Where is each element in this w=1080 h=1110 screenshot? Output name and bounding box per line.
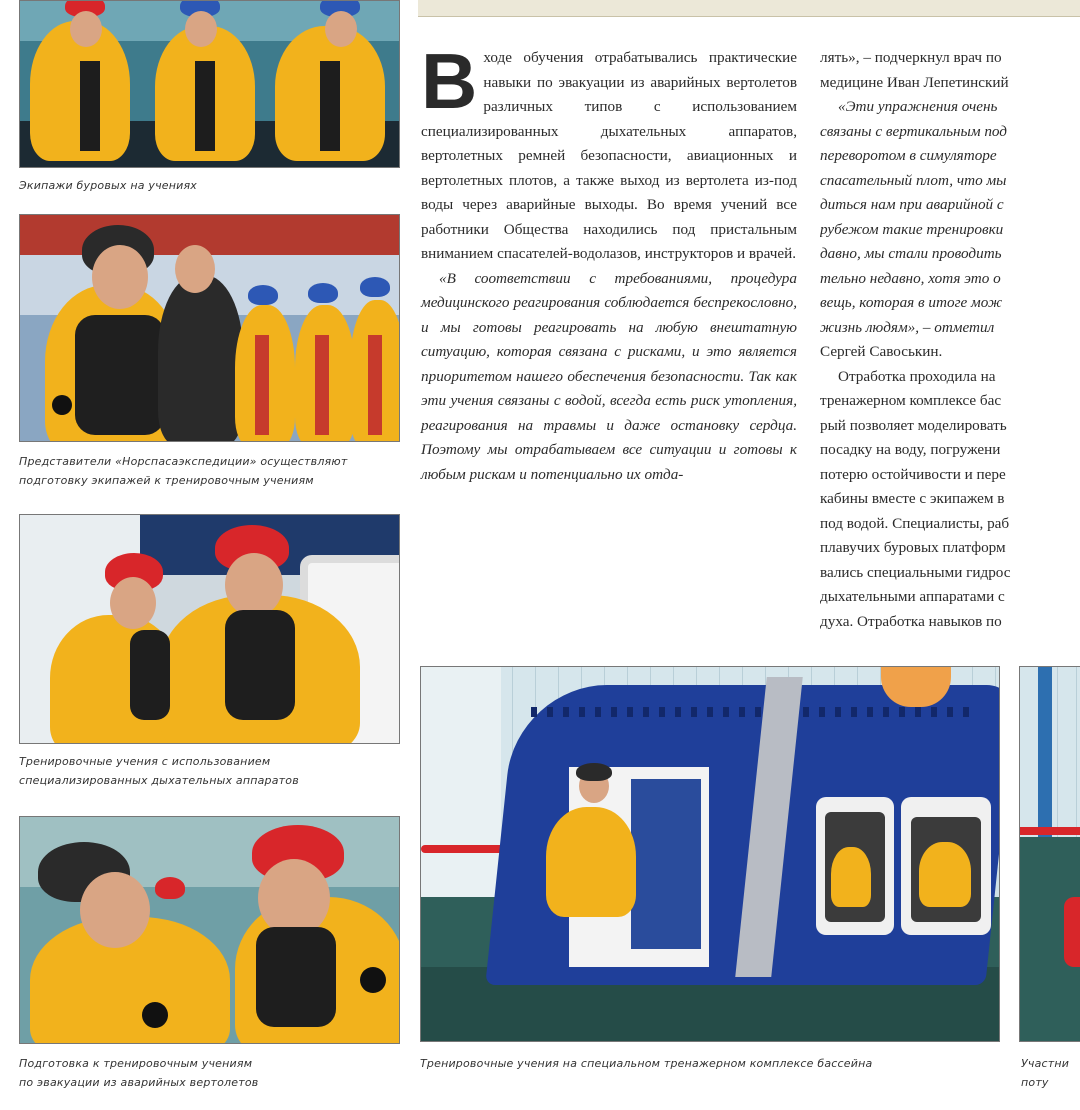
caption-photo4-line2: по эвакуации из аварийных вертолетов xyxy=(19,1076,259,1089)
col2-line: рый позволяет моделировать xyxy=(820,416,1007,434)
article-column-1 xyxy=(421,37,797,487)
col2-line: под водой. Специалисты, раб xyxy=(820,514,1010,532)
caption-photo6-line2: поту xyxy=(1021,1076,1049,1089)
article-paragraph-2-quote: «В соответствии с требованиями, процедура медицинского реагирования соблюдается беспрекословно, и мы готовы реагировать на любую внештатную ситуацию, которая связана с рисками, и это является приоритетом нашего обеспечения безопасности. Так как эти учения связаны с водой, всегда есть риск утопления, реагирования на травмы и даже остановку сердца. Поэтому мы отрабатываем все ситуации и готовы к любым рискам и потенциально их отда- xyxy=(421,269,797,483)
article-column-2 xyxy=(820,46,1080,634)
col2-line: давно, мы стали проводить xyxy=(820,245,1002,262)
col2-line: Отработка проходила на xyxy=(838,367,996,385)
col2-line: потерю остойчивости и пере xyxy=(820,465,1006,483)
col2-line: диться нам при аварийной с xyxy=(820,196,1004,213)
caption-photo2-line1: Представители «Норспасаэкспедиции» осуществляют xyxy=(19,455,348,468)
col2-line: переворотом в симуляторе xyxy=(820,147,997,164)
photo-right-partial xyxy=(1019,666,1080,1042)
col2-line: вещь, которая в итоге мож xyxy=(820,294,1003,311)
caption-photo5: Тренировочные учения на специальном тренажерном комплексе бассейна xyxy=(420,1057,873,1070)
col2-line: плавучих буровых платформ xyxy=(820,539,1006,556)
photo-breathing-apparatus xyxy=(19,514,400,744)
col2-line: «Эти упражнения очень xyxy=(838,98,998,115)
caption-photo2-line2: подготовку экипажей к тренировочным учениям xyxy=(19,474,314,487)
col2-line: жизнь людям», – отметил xyxy=(820,318,995,336)
photo-helicopter-simulator xyxy=(420,666,1000,1042)
col2-line: лять», – подчеркнул врач по xyxy=(820,49,1002,66)
col2-line: кабины вместе с экипажем в xyxy=(820,490,1005,507)
col2-line: рубежом такие тренировки xyxy=(820,220,1004,238)
col2-line: связаны с вертикальным под xyxy=(820,122,1007,140)
col2-line: Сергей Савоськин. xyxy=(820,343,943,360)
col2-line: медицине Иван Лепетинский xyxy=(820,73,1009,91)
caption-photo3-line2: специализированных дыхательных аппаратов xyxy=(19,774,299,787)
col2-line: духа. Отработка навыков по xyxy=(820,612,1002,630)
article-paragraph-1: ходе обучения отрабатывались практические навыки по эвакуации из аварийных вертолетов различных типов с использованием специализированных дыхательных аппаратов, вертолетных ремней безопасности, авиационных и вертолетных плотов, а также выход из вертолета из-под воды через аварийные выходы. Во время учений все работники Общества находились под пристальным вниманием спасателей-водолазов, инструкторов и врачей. xyxy=(421,49,797,262)
header-bar xyxy=(418,0,1080,17)
col2-line: тренажерном комплексе бас xyxy=(820,392,1002,409)
drop-cap: В xyxy=(421,37,478,125)
caption-photo3-line1: Тренировочные учения с использованием xyxy=(19,755,271,768)
col2-line: посадку на воду, погружени xyxy=(820,441,1001,458)
photo-preparation xyxy=(19,816,400,1044)
col2-line: спасательный плот, что мы xyxy=(820,171,1007,189)
caption-photo1: Экипажи буровых на учениях xyxy=(19,179,198,192)
col2-line: тельно недавно, хотя это о xyxy=(820,269,1001,287)
photo-crews-on-raft xyxy=(19,0,400,168)
col2-line: вались специальными гидрос xyxy=(820,563,1011,581)
caption-photo4-line1: Подготовка к тренировочным учениям xyxy=(19,1057,253,1070)
caption-photo6-line1: Участни xyxy=(1021,1057,1070,1070)
photo-briefing xyxy=(19,214,400,442)
col2-line: дыхательными аппаратами с xyxy=(820,588,1005,605)
